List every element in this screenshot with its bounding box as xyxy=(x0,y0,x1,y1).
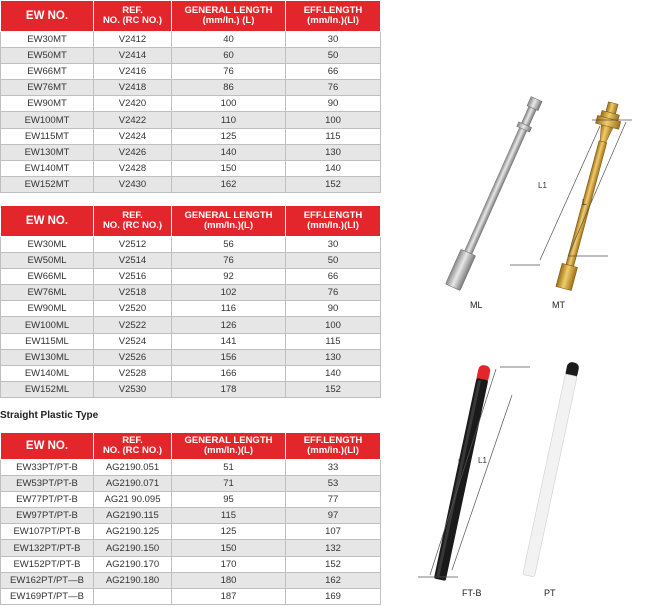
cell-ref-no: AG2190.115 xyxy=(94,508,172,524)
cell-ref-no: V2414 xyxy=(94,48,172,64)
table-row xyxy=(1,365,381,381)
plastic-valve-table xyxy=(0,432,381,605)
cell-ref-no: V2512 xyxy=(94,237,172,253)
cell-ref-no: AG2190.071 xyxy=(94,476,172,492)
plastic-valve-illustration xyxy=(400,355,658,602)
table-row xyxy=(1,301,381,317)
table-row xyxy=(1,476,381,492)
cell-general-length: 150 xyxy=(172,160,286,176)
table-row xyxy=(1,556,381,572)
cell-ref-no: V2530 xyxy=(94,381,172,397)
cell-ew-no: EW66MT xyxy=(1,64,94,80)
table-row xyxy=(1,96,381,112)
cell-ref-no: AG21 90.095 xyxy=(94,492,172,508)
cell-general-length: 180 xyxy=(172,572,286,588)
cell-eff-length: 66 xyxy=(286,64,381,80)
cell-eff-length: 130 xyxy=(286,144,381,160)
cell-eff-length: 130 xyxy=(286,349,381,365)
cell-general-length: 86 xyxy=(172,80,286,96)
table-row xyxy=(1,381,381,397)
cell-ref-no: AG2190.051 xyxy=(94,460,172,476)
table-row xyxy=(1,492,381,508)
cell-eff-length: 152 xyxy=(286,381,381,397)
section-title-straight-plastic: Straight Plastic Type xyxy=(0,410,99,421)
header-ref-no: REF. NO. (RC NO.) xyxy=(94,433,172,460)
table-row xyxy=(1,64,381,80)
cell-general-length: 140 xyxy=(172,144,286,160)
cell-ref-no: V2522 xyxy=(94,317,172,333)
cell-general-length: 92 xyxy=(172,269,286,285)
cell-ref-no: V2428 xyxy=(94,160,172,176)
header-ref-no: REF. NO. (RC NO.) xyxy=(94,1,172,32)
cell-general-length: 100 xyxy=(172,96,286,112)
table-row xyxy=(1,48,381,64)
cell-ew-no: EW66ML xyxy=(1,269,94,285)
cell-eff-length: 50 xyxy=(286,48,381,64)
cell-ew-no: EW140ML xyxy=(1,365,94,381)
table-row xyxy=(1,572,381,588)
cell-general-length: 110 xyxy=(172,112,286,128)
cell-eff-length: 100 xyxy=(286,317,381,333)
table-row xyxy=(1,237,381,253)
cell-eff-length: 77 xyxy=(286,492,381,508)
cell-ew-no: EW130MT xyxy=(1,144,94,160)
cell-ew-no: EW152MT xyxy=(1,176,94,192)
cell-ref-no: V2518 xyxy=(94,285,172,301)
metal-valve-ml-table xyxy=(0,205,381,398)
cell-general-length: 115 xyxy=(172,508,286,524)
dim-l-label: L xyxy=(582,198,587,207)
cell-ew-no: EW152ML xyxy=(1,381,94,397)
cell-ref-no: V2418 xyxy=(94,80,172,96)
table-row xyxy=(1,349,381,365)
cell-ew-no: EW115MT xyxy=(1,128,94,144)
header-ref-no: REF. NO. (RC NO.) xyxy=(94,206,172,237)
table-row xyxy=(1,508,381,524)
cell-eff-length: 97 xyxy=(286,508,381,524)
dim-l-label: L xyxy=(458,458,463,467)
table-row xyxy=(1,317,381,333)
ml-valve-icon xyxy=(445,96,543,291)
metal-valve-mt-table xyxy=(0,0,381,193)
cell-general-length: 60 xyxy=(172,48,286,64)
cell-eff-length: 76 xyxy=(286,285,381,301)
cell-general-length: 76 xyxy=(172,64,286,80)
cell-ew-no: EW50MT xyxy=(1,48,94,64)
dimension-lines xyxy=(510,120,632,265)
header-ew-no: EW NO. xyxy=(1,1,94,32)
cell-ew-no: EW152PT/PT-B xyxy=(1,556,94,572)
cell-eff-length: 33 xyxy=(286,460,381,476)
metal-valve-figure xyxy=(400,80,658,320)
cell-eff-length: 66 xyxy=(286,269,381,285)
cell-ref-no: V2514 xyxy=(94,253,172,269)
cell-ref-no: V2412 xyxy=(94,32,172,48)
header-general-length: GENERAL LENGTH (mm/In.)(L) xyxy=(172,206,286,237)
cell-general-length: 150 xyxy=(172,540,286,556)
table-row xyxy=(1,160,381,176)
header-eff-length: EFF.LENGTH (mm/In.)(Ll) xyxy=(286,1,381,32)
header-ew-no: EW NO. xyxy=(1,433,94,460)
table-row xyxy=(1,32,381,48)
header-eff-length: EFF.LENGTH (mm/in.)(Ll) xyxy=(286,433,381,460)
cell-ref-no: V2520 xyxy=(94,301,172,317)
table-row xyxy=(1,112,381,128)
table-header-row xyxy=(1,1,381,32)
cell-general-length: 156 xyxy=(172,349,286,365)
cell-ref-no: V2420 xyxy=(94,96,172,112)
cell-general-length: 166 xyxy=(172,365,286,381)
cell-general-length: 76 xyxy=(172,253,286,269)
cell-ew-no: EW76MT xyxy=(1,80,94,96)
cell-ew-no: EW100MT xyxy=(1,112,94,128)
cell-general-length: 56 xyxy=(172,237,286,253)
dim-l1-label: L1 xyxy=(538,181,547,190)
cell-eff-length: 115 xyxy=(286,333,381,349)
cell-ref-no: V2516 xyxy=(94,269,172,285)
plastic-valve-figure xyxy=(400,355,658,602)
cell-ref-no: V2526 xyxy=(94,349,172,365)
cell-general-length: 162 xyxy=(172,176,286,192)
header-general-length: GENERAL LENGTH (mm/In.)(L) xyxy=(172,433,286,460)
cell-ew-no: EW162PT/PT—B xyxy=(1,572,94,588)
header-general-length: GENERAL LENGTH (mm/In.) (L) xyxy=(172,1,286,32)
table-row xyxy=(1,460,381,476)
cell-ew-no: EW97PT/PT-B xyxy=(1,508,94,524)
cell-ew-no: EW77PT/PT-B xyxy=(1,492,94,508)
cell-eff-length: 90 xyxy=(286,96,381,112)
cell-general-length: 141 xyxy=(172,333,286,349)
mt-valve-icon xyxy=(552,100,625,292)
table-row xyxy=(1,253,381,269)
cell-ref-no: AG2190.170 xyxy=(94,556,172,572)
cell-ew-no: EW76ML xyxy=(1,285,94,301)
cell-general-length: 125 xyxy=(172,524,286,540)
cell-eff-length: 132 xyxy=(286,540,381,556)
table-row xyxy=(1,128,381,144)
table-row xyxy=(1,285,381,301)
cell-eff-length: 100 xyxy=(286,112,381,128)
cell-eff-length: 152 xyxy=(286,176,381,192)
cell-ew-no: EW53PT/PT-B xyxy=(1,476,94,492)
metal-valve-illustration xyxy=(400,80,658,320)
cell-eff-length: 162 xyxy=(286,572,381,588)
cell-ew-no: EW140MT xyxy=(1,160,94,176)
cell-ref-no: V2524 xyxy=(94,333,172,349)
cell-ref-no: V2528 xyxy=(94,365,172,381)
cell-ref-no: V2426 xyxy=(94,144,172,160)
cell-eff-length: 76 xyxy=(286,80,381,96)
table-row xyxy=(1,144,381,160)
cell-ref-no: V2424 xyxy=(94,128,172,144)
cell-general-length: 126 xyxy=(172,317,286,333)
dim-l1-label: L1 xyxy=(478,456,487,465)
mt-label: MT xyxy=(552,300,565,310)
cell-ew-no: EW33PT/PT-B xyxy=(1,460,94,476)
cell-ref-no: AG2190.125 xyxy=(94,524,172,540)
cell-ew-no: EW132PT/PT-B xyxy=(1,540,94,556)
cell-ew-no: EW107PT/PT-B xyxy=(1,524,94,540)
cell-general-length: 178 xyxy=(172,381,286,397)
cell-ew-no: EW30MT xyxy=(1,32,94,48)
table-row xyxy=(1,333,381,349)
cell-ref-no: AG2190.150 xyxy=(94,540,172,556)
cell-general-length: 116 xyxy=(172,301,286,317)
cell-eff-length: 140 xyxy=(286,365,381,381)
cell-ew-no: EW130ML xyxy=(1,349,94,365)
cell-eff-length: 152 xyxy=(286,556,381,572)
cell-ew-no: EW90MT xyxy=(1,96,94,112)
cell-general-length: 102 xyxy=(172,285,286,301)
cell-eff-length: 30 xyxy=(286,237,381,253)
cell-general-length: 51 xyxy=(172,460,286,476)
ft-b-label: FT-B xyxy=(462,588,482,598)
pt-label: PT xyxy=(544,588,556,598)
cell-eff-length: 30 xyxy=(286,32,381,48)
cell-eff-length: 53 xyxy=(286,476,381,492)
ml-label: ML xyxy=(470,300,483,310)
cell-ref-no: V2416 xyxy=(94,64,172,80)
cell-ew-no: EW30ML xyxy=(1,237,94,253)
header-eff-length: EFF.LENGTH (mm/In.)(Ll) xyxy=(286,206,381,237)
cell-eff-length: 115 xyxy=(286,128,381,144)
table-row xyxy=(1,176,381,192)
table-row xyxy=(1,540,381,556)
table-header-row xyxy=(1,433,381,460)
cell-ref-no: AG2190.180 xyxy=(94,572,172,588)
cell-ew-no: EW50ML xyxy=(1,253,94,269)
cell-general-length: 71 xyxy=(172,476,286,492)
cell-ref-no: V2422 xyxy=(94,112,172,128)
cell-eff-length: 90 xyxy=(286,301,381,317)
cell-general-length: 187 xyxy=(172,588,286,604)
cell-ew-no: EW100ML xyxy=(1,317,94,333)
table-row xyxy=(1,80,381,96)
cell-general-length: 40 xyxy=(172,32,286,48)
table-header-row xyxy=(1,206,381,237)
cell-ref-no: V2430 xyxy=(94,176,172,192)
cell-ew-no: EW90ML xyxy=(1,301,94,317)
cell-ew-no: EW169PT/PT—B xyxy=(1,588,94,604)
table-row xyxy=(1,524,381,540)
cell-eff-length: 50 xyxy=(286,253,381,269)
cell-eff-length: 169 xyxy=(286,588,381,604)
cell-general-length: 170 xyxy=(172,556,286,572)
cell-eff-length: 107 xyxy=(286,524,381,540)
cell-ew-no: EW115ML xyxy=(1,333,94,349)
table-row xyxy=(1,269,381,285)
cell-general-length: 95 xyxy=(172,492,286,508)
cell-eff-length: 140 xyxy=(286,160,381,176)
cell-general-length: 125 xyxy=(172,128,286,144)
pt-valve-icon xyxy=(523,361,580,577)
header-ew-no: EW NO. xyxy=(1,206,94,237)
